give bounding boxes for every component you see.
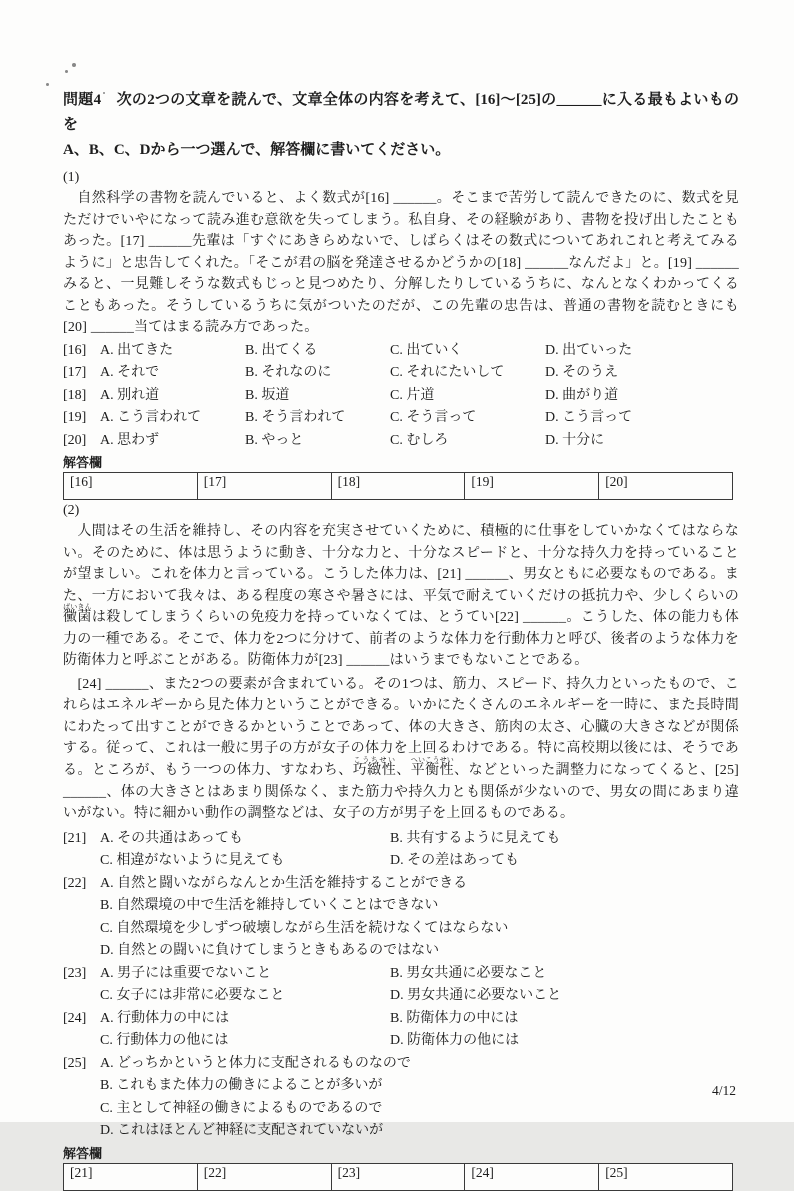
option-d: D. 男女共通に必要ないこと (390, 988, 562, 1003)
question-20-row (63, 430, 739, 453)
option-c: C. 行動体力の他には (100, 1033, 229, 1048)
option-d: D. そのうえ (545, 365, 619, 380)
option-c: C. 相違がないように見えても (100, 853, 285, 868)
answer-cell-21[interactable]: [21] (64, 1163, 198, 1190)
option-a: A. こう言われて (100, 410, 202, 425)
question-number: [19] (63, 410, 87, 425)
answer-cell-19[interactable]: [19] (465, 473, 599, 500)
option-d: D. 自然との闘いに負けてしまうときもあるのではない (100, 943, 440, 958)
option-b: B. 防衛体力の中には (390, 1010, 519, 1026)
question-number: [20] (63, 432, 87, 448)
spacer (63, 918, 100, 941)
option-d: D. こう言って (545, 410, 633, 425)
option-b: B. やっと (245, 432, 304, 448)
question-number: [25] (63, 1055, 87, 1071)
section2-paragraph1: 人間はその生活を維持し、その内容を充実させていくために、積極的に仕事をしていかなくてはならない。そのために、体は思うように動き、十分な力と、十分なスピードと、十分な持久力を持っていることが望ましい。これを体力と言っている。こうした体力は、[21] ______、男女ともに必要なものである。また、一方において我々は、ある程度の寒さや暑さには、平気で耐えていくだけの抵抗力や、少しくらいの黴菌ばいきんは殺してしまうくらいの免疫力を持っていなくては、とうてい[22] ______。こうした、体の能力も体力の一種である。そこで、体力を2つに分けて、前者のような体力を行動体力と呼び、後者のような体力を防衛体力と呼ぶことがある。防衛体力が[23] ______はいうまでもないことである。 (63, 524, 739, 669)
option-b: B. そう言われて (245, 410, 346, 425)
option-d: D. 出ていった (545, 342, 633, 358)
answer-cell-20[interactable]: [20] (599, 473, 733, 500)
question-number: [16] (63, 342, 87, 358)
answer-sheet-label-1: 解答欄 (63, 455, 103, 470)
option-b: B. 共有するように見えても (390, 830, 561, 846)
answer-cell-24[interactable]: [24] (465, 1163, 599, 1190)
option-a: A. 思わず (100, 432, 160, 448)
answer-cell-22[interactable]: [22] (197, 1163, 331, 1190)
spacer (63, 1120, 100, 1143)
question-21-block (63, 828, 739, 873)
question-16-row (63, 340, 739, 363)
question-number: [21] (63, 830, 87, 846)
option-c: C. 自然環境を少しずつ破壊しながら生活を続けなくてはならない (100, 920, 509, 936)
option-b: B. 男女共通に必要なこと (390, 965, 547, 981)
question-23-block (63, 963, 739, 1008)
question-22-block (63, 873, 739, 963)
option-b: B. これもまた体力の働きによることが多いが (100, 1078, 383, 1093)
option-b: B. それなのに (245, 365, 332, 380)
section2-questions (63, 828, 739, 1143)
answer-cell-23[interactable]: [23] (331, 1163, 465, 1190)
section2-paragraph2: [24] ______、また2つの要素が含まれている。その1つは、筋力、スピード、持久力といったもので、これらはエネルギーから見た体力ということができる。いかにたくさんのエネルギーを一時に、また長時間にわたって出すことができるかということであって、体の大きさ、筋肉の太さ、心臓の大きさなどが関係する。従って、これは一般に男子の方が女子の体力を上回るわけである。特に高校期以後には、そうである。ところが、もう一つの体力、すなわち、巧緻性こうちせい、平衡性へいこうせい、などといった調整力になってくると、[25] ______、体の大きさとはあまり関係なく、また筋力や持久力とも関係が少ないので、男女の間にあまり違いがない。特に細かい動作の調整などは、女子の方が男子を上回るものである。 (63, 676, 740, 821)
question-25-block (63, 1053, 739, 1143)
answer-table-1 (63, 472, 733, 500)
question-19-row (63, 407, 739, 430)
option-a: A. 行動体力の中には (100, 1010, 230, 1026)
section2-label: (2) (63, 503, 80, 518)
instruction-line2: A、B、C、Dから一つ選んで、解答欄に書いてください。 (63, 142, 451, 158)
scan-speck (72, 63, 76, 67)
option-a: A. どっちかというと体力に支配されるものなので (100, 1055, 411, 1071)
question4-instructions (63, 88, 739, 163)
option-d: D. 防衛体力の他には (390, 1033, 520, 1048)
option-c: C. そう言って (390, 410, 477, 425)
answer-table-2 (63, 1163, 733, 1191)
scan-speck (46, 83, 49, 86)
option-c: C. むしろ (390, 432, 449, 448)
ruby-annotated-word: 巧緻性こうちせい (352, 756, 397, 778)
option-b: B. 出てくる (245, 342, 318, 358)
option-c: C. 片道 (390, 387, 435, 403)
option-a: A. 出てきた (100, 342, 174, 358)
question-number: [17] (63, 365, 87, 380)
spacer (63, 895, 100, 918)
option-d: D. 曲がり道 (545, 387, 619, 403)
spacer (63, 985, 100, 1008)
option-d: D. これはほとんど神経に支配されていないが (100, 1123, 384, 1138)
scan-speck (65, 70, 68, 73)
question-24-block (63, 1008, 739, 1053)
option-a: A. 別れ道 (100, 387, 160, 403)
section1-passage: 自然科学の書物を読んでいると、よく数式が[16] ______。そこまで苦労して読んできたのに、数式を見ただけでいやになって読み進む意欲を失ってしまう。私自身、その経験があり、書物を投げ出したこともあった。[17] ______先輩は「すぐにあきらめないで、しばらくはその数式についてあれこれと考えてみるように」と忠告してくれた。「そこが君の脳を発達させるかどうかの[18] ______なんだよ」と。[19] ______みると、一見難しそうな数式もじっと見つめたり、分解したりしているうちに、なんとなくわかってくることもあった。そうしているうちに気がついたのだが、この先輩の忠告は、普通の書物を読むときにも[20] ______当てはまる読み方であった。 (63, 191, 739, 335)
question-number: [18] (63, 387, 87, 403)
option-c: C. 主として神経の働きによるものであるので (100, 1100, 383, 1116)
question-number: [22] (63, 875, 87, 891)
answer-sheet-label-2: 解答欄 (63, 1145, 103, 1161)
ruby-annotated-word: 平衡性へいこうせい (410, 756, 455, 778)
option-b: B. 坂道 (245, 387, 290, 403)
option-d: D. 十分に (545, 432, 605, 448)
option-c: C. 女子には非常に必要なこと (100, 988, 285, 1003)
question-number: [24] (63, 1010, 87, 1026)
option-d: D. その差はあっても (390, 853, 519, 868)
option-c: C. それにたいして (390, 365, 505, 380)
spacer (63, 1075, 100, 1098)
answer-cell-25[interactable]: [25] (599, 1163, 733, 1190)
section1-questions (63, 340, 739, 453)
spacer (63, 1098, 100, 1121)
spacer (63, 940, 100, 963)
answer-cell-18[interactable]: [18] (331, 473, 465, 500)
option-a: A. それで (100, 365, 160, 380)
ruby-annotated-word: 黴菌ばいきん (63, 603, 92, 626)
option-b: B. 自然環境の中で生活を維持していくことはできない (100, 898, 439, 913)
option-a: A. 自然と闘いながらなんとか生活を維持することができる (100, 875, 468, 891)
page-number: 4/12 (711, 1083, 736, 1098)
question-number: [23] (63, 965, 87, 981)
option-c: C. 出ていく (390, 342, 463, 358)
section1-label: (1) (63, 170, 80, 185)
spacer (63, 1030, 100, 1053)
question-17-row (63, 362, 739, 385)
option-a: A. その共通はあっても (100, 830, 243, 846)
answer-cell-17[interactable]: [17] (197, 473, 331, 500)
option-a: A. 男子には重要でないこと (100, 965, 272, 981)
question-18-row (63, 385, 739, 408)
answer-cell-16[interactable]: [16] (64, 473, 198, 500)
instruction-line1: 問題4 次の2つの文章を読んで、文章全体の内容を考えて、[16]～[25]の______に入る最もよいものを (63, 92, 739, 133)
spacer (63, 850, 100, 873)
